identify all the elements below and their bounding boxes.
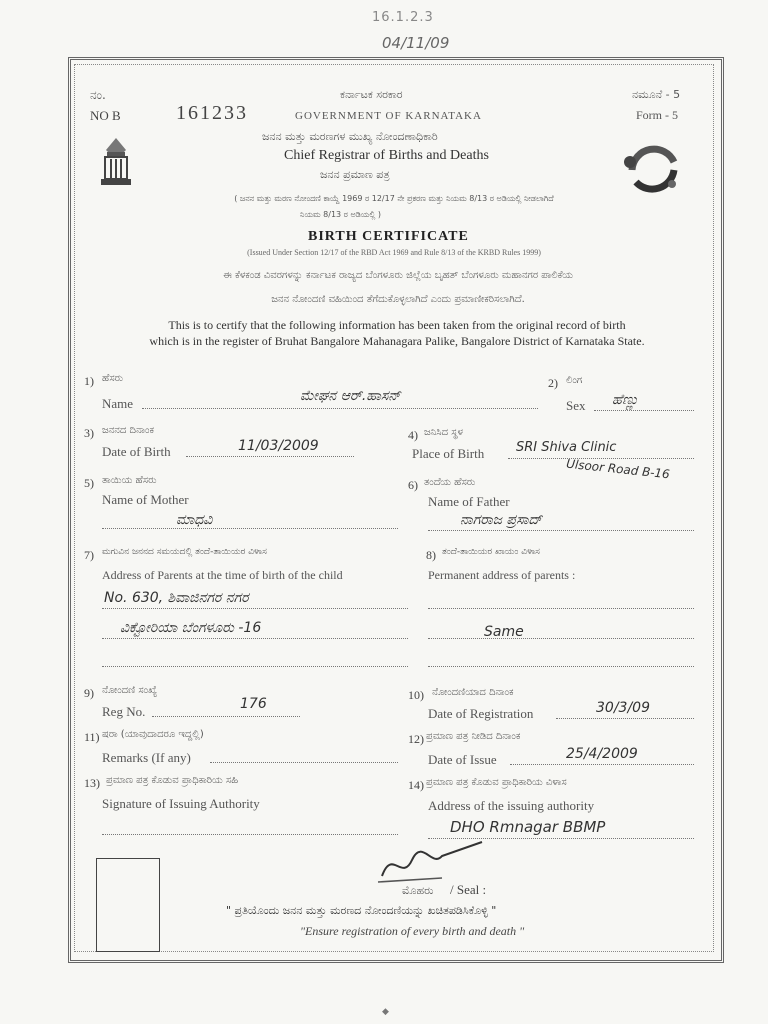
field-8-kannada: ತಂದೆ-ತಾಯಿಯರ ಖಾಯಂ ವಿಳಾಸ	[442, 547, 540, 557]
dob-label: Date of Birth	[102, 444, 171, 459]
karnataka-emblem-icon	[96, 136, 136, 188]
address-line-3	[102, 666, 408, 667]
field-9-kannada: ನೋಂದಣಿ ಸಂಖ್ಯೆ	[102, 685, 158, 696]
date-of-registration-label: Date of Registration	[428, 706, 534, 721]
slogan-kannada: " ಪ್ರತಿಯೊಂದು ಜನನ ಮತ್ತು ಮರಣದ ನೋಂದಣಿಯನ್ನು ಖಚಿತಪಡಿಸಿಕೊಳ್ಳಿ "	[226, 904, 497, 917]
field-12-kannada: ಪ್ರಮಾಣ ಪತ್ರ ನೀಡಿದ ದಿನಾಂಕ	[426, 731, 521, 742]
field-8-number: 8)	[426, 548, 436, 562]
field-14-number: 14)	[408, 778, 424, 792]
field-14-kannada: ಪ್ರಮಾಣ ಪತ್ರ ಕೊಡುವ ಪ್ರಾಧಿಕಾರಿಯ ವಿಳಾಸ	[426, 777, 567, 788]
seal-label: / Seal :	[450, 882, 487, 897]
mother-line	[102, 528, 398, 529]
date-of-registration-value: 30/3/09	[596, 700, 650, 716]
kannada-certification-1: ಈ ಕೆಳಕಂಡ ವಿವರಗಳನ್ನು ಕರ್ನಾಟಕ ರಾಜ್ಯದ ಬೆಂಗಳೂರು ಜಿಲ್ಲೆಯ ಬೃಹತ್ ಬೆಂಗಳೂರು ಮಹಾನಗರ ಪಾಲಿಕೆಯ	[223, 270, 573, 281]
pob-value: SRI Shiva Clinic	[516, 440, 617, 455]
date-of-issue-label: Date of Issue	[428, 752, 497, 767]
date-of-issue-value: 25/4/2009	[566, 746, 638, 762]
remarks-label: Remarks (If any)	[102, 750, 191, 765]
seal-label-kannada: ಮೊಹರು	[402, 884, 434, 897]
issuing-authority-address-label: Address of the issuing authority	[428, 798, 595, 813]
field-1-number: 1)	[84, 374, 94, 388]
field-5-number: 5)	[84, 476, 94, 490]
pob-line	[508, 458, 694, 459]
field-6-kannada: ತಂದೆಯ ಹೆಸರು	[424, 477, 476, 488]
address-value-2: ವಿಕ್ಟೋರಿಯಾ ಬೆಂಗಳೂರು -16	[120, 620, 262, 636]
field-1-kannada: ಹೆಸರು	[102, 373, 124, 384]
issuing-authority-address-value: DHO Rmnagar BBMP	[450, 818, 606, 836]
field-11-kannada: ಷರಾ (ಯಾವುದಾದರೂ ಇದ್ದಲ್ಲಿ)	[102, 729, 204, 740]
field-7-number: 7)	[84, 548, 94, 562]
field-7-kannada: ಮಗುವಿನ ಜನನದ ಸಮಯದಲ್ಲಿ ತಂದೆ-ತಾಯಿಯರ ವಿಳಾಸ	[102, 547, 267, 557]
mother-label: Name of Mother	[102, 492, 189, 507]
certification-line-2: which is in the register of Bruhat Bangalore Mahanagara Palike, Bangalore District of Karnataka State.	[149, 334, 645, 348]
kannada-certification-2: ಜನನ ನೋಂದಣಿ ವಹಿಯಿಂದ ತೆಗೆದುಕೊಳ್ಳಲಾಗಿದೆ ಎಂದು ಪ್ರಮಾಣೀಕರಿಸಲಾಗಿದೆ.	[271, 294, 525, 305]
govt-title-kannada: ಕರ್ನಾಟಕ ಸರಕಾರ	[340, 88, 403, 101]
field-4-kannada: ಜನಿಸಿದ ಸ್ಥಳ	[424, 427, 463, 438]
pob-value-2: Ulsoor Road B-16	[565, 456, 671, 482]
dob-line	[186, 456, 354, 457]
certificate-title: BIRTH CERTIFICATE	[308, 229, 469, 244]
field-2-number: 2)	[548, 376, 558, 390]
reg-no-label: Reg No.	[102, 704, 146, 719]
signature-label: Signature of Issuing Authority	[102, 796, 260, 811]
field-6-number: 6)	[408, 478, 418, 492]
form-label-kannada: ನಮೂನೆ - 5	[632, 88, 681, 101]
certificate-title-kannada: ಜನನ ಪ್ರಮಾಣ ಪತ್ರ	[320, 168, 390, 181]
corner-box	[96, 858, 160, 952]
address-value-1: No. 630, ಶಿವಾಜಿನಗರ ನಗರ	[104, 590, 249, 606]
field-5-kannada: ತಾಯಿಯ ಹೆಸರು	[102, 475, 157, 486]
address-line-1	[102, 608, 408, 609]
handwritten-date-top: 04/11/09	[382, 34, 450, 52]
sex-line	[594, 410, 694, 411]
father-value: ನಾಗರಾಜ ಪ್ರಸಾದ್	[460, 512, 543, 528]
dept-title-kannada: ಜನನ ಮತ್ತು ಮರಣಗಳ ಮುಖ್ಯ ನೋಂದಣಾಧಿಕಾರಿ	[262, 130, 438, 143]
field-13-number: 13)	[84, 776, 100, 790]
field-9-number: 9)	[84, 686, 94, 700]
registrar-title: Chief Registrar of Births and Deaths	[284, 148, 489, 163]
name-label: Name	[102, 396, 134, 411]
remarks-line	[210, 762, 398, 763]
bottom-mark: ◆	[382, 1006, 389, 1016]
act-reference-kannada-2: ನಿಯಮ 8/13 ರ ಅಡಿಯಲ್ಲಿ )	[300, 210, 382, 219]
address-line-2	[102, 638, 408, 639]
field-10-number: 10)	[408, 688, 424, 702]
name-line	[142, 408, 538, 409]
certification-line-1: This is to certify that the following information has been taken from the original record of birth	[168, 318, 626, 332]
sex-value: ಹೆಣ್ಣು	[612, 392, 639, 408]
field-3-number: 3)	[84, 426, 94, 440]
birth-death-logo-icon	[622, 140, 684, 196]
field-11-number: 11)	[84, 730, 100, 744]
dob-value: 11/03/2009	[238, 438, 319, 454]
field-13-kannada: ಪ್ರಮಾಣ ಪತ್ರ ಕೊಡುವ ಪ್ರಾಧಿಕಾರಿಯ ಸಹಿ	[106, 775, 239, 786]
name-value: ಮೇಘನ ಆರ್.ಹಾಸನ್	[300, 388, 401, 404]
handwritten-note-top: 16.1.2.3	[372, 10, 434, 25]
no-label: NO B	[90, 108, 121, 123]
form-label: Form - 5	[636, 108, 678, 122]
permanent-address-label: Permanent address of parents :	[428, 568, 576, 582]
reg-no-line	[152, 716, 300, 717]
pob-label: Place of Birth	[412, 446, 485, 461]
reg-no-value: 176	[240, 696, 267, 712]
father-label: Name of Father	[428, 494, 510, 509]
permanent-line-2	[428, 638, 694, 639]
field-12-number: 12)	[408, 732, 424, 746]
field-3-kannada: ಜನನದ ದಿನಾಂಕ	[102, 425, 154, 436]
issued-under-text: (Issued Under Section 12/17 of the RBD Act 1969 and Rule 8/13 of the KRBD Rules 1999)	[247, 248, 541, 257]
act-reference-kannada: ( ಜನನ ಮತ್ತು ಮರಣ ನೋಂದಣಿ ಕಾಯ್ದೆ 1969 ರ 12/17 ನೇ ಪ್ರಕರಣ ಮತ್ತು ನಿಯಮ 8/13 ರ ಅಡಿಯಲ್ಲಿ ನೀಡಲಾಗಿದೆ	[234, 194, 554, 203]
date-of-registration-line	[556, 718, 694, 719]
date-of-issue-line	[510, 764, 694, 765]
field-10-kannada: ನೋಂದಣಿಯಾದ ದಿನಾಂಕ	[432, 687, 514, 698]
serial-number: 161233	[176, 102, 248, 124]
govt-title: GOVERNMENT OF KARNATAKA	[295, 110, 482, 122]
permanent-address-value: Same	[484, 624, 524, 640]
sex-label: Sex	[566, 398, 586, 413]
address-label: Address of Parents at the time of birth of the child	[102, 568, 343, 582]
field-2-kannada: ಲಿಂಗ	[566, 375, 583, 386]
signature-line	[102, 834, 398, 835]
field-4-number: 4)	[408, 428, 418, 442]
father-line	[428, 530, 694, 531]
no-label-kannada: ನಂ.	[90, 88, 106, 102]
permanent-line-1	[428, 608, 694, 609]
permanent-line-3	[428, 666, 694, 667]
mother-value: ಮಾಧವಿ	[176, 512, 213, 528]
slogan-english: "Ensure registration of every birth and death "	[300, 924, 525, 938]
